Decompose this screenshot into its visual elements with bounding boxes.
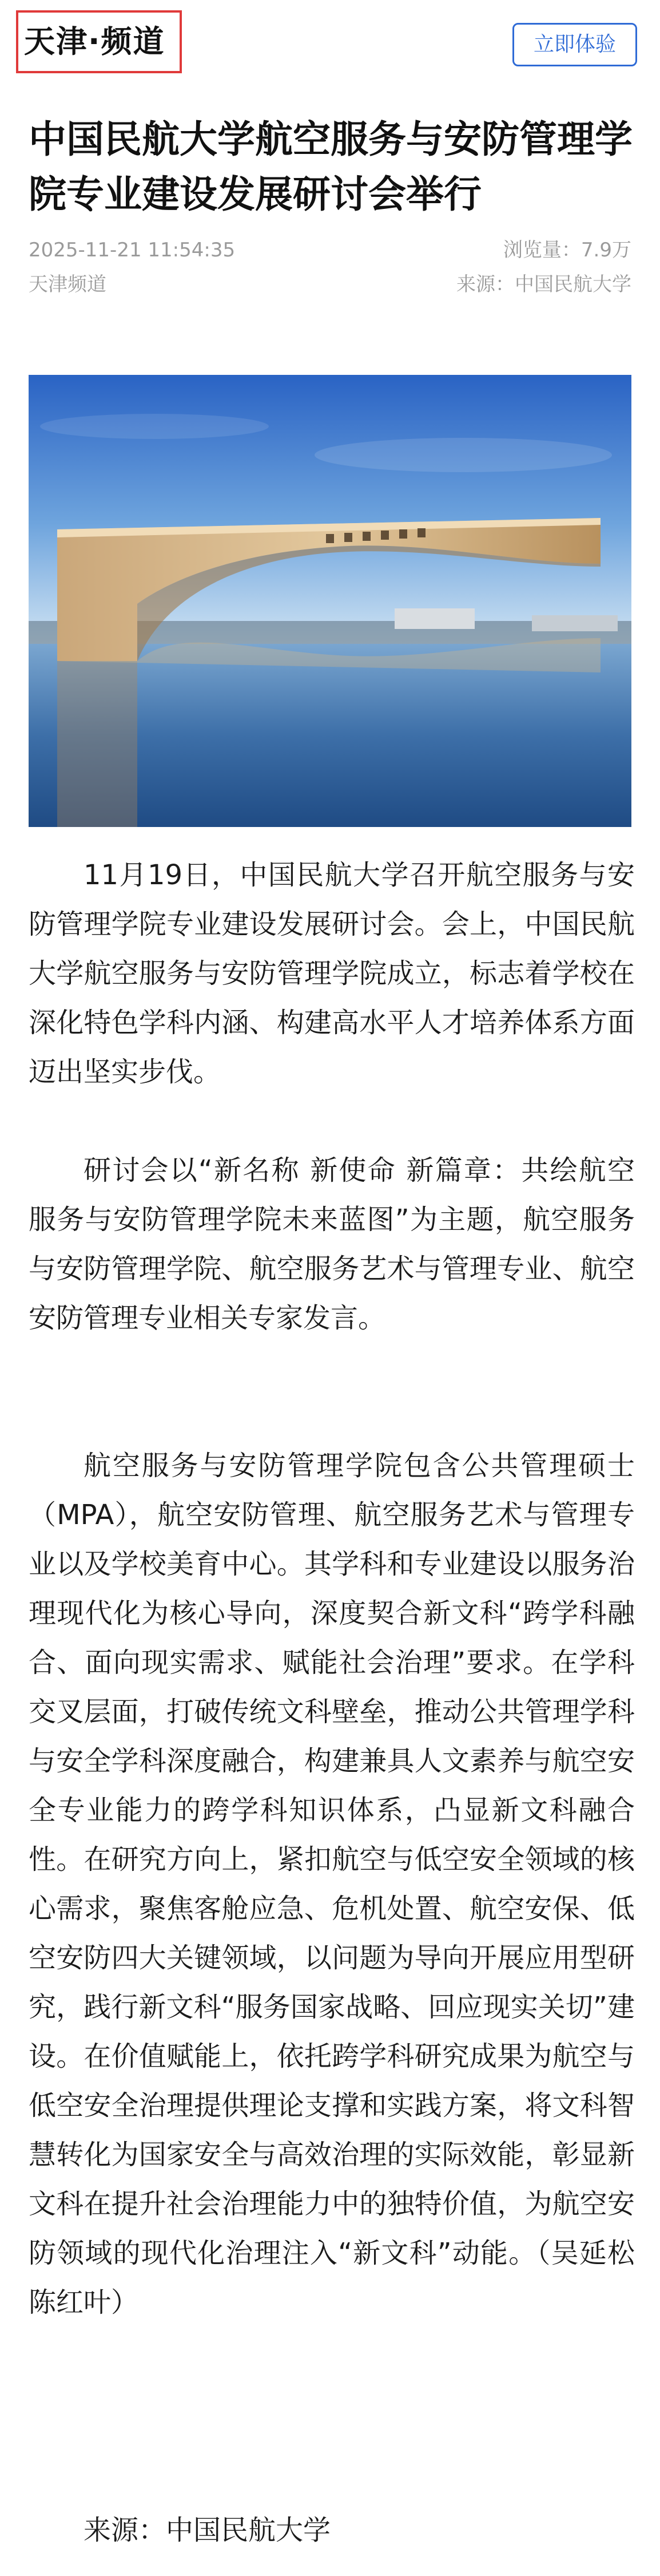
- article-paragraph-2: 研讨会以“新名称 新使命 新篇章：共绘航空服务与安防管理学院未来蓝图”为主题，航空服务与安防管理学院、航空服务艺术与管理专业、航空安防管理专业相关专家发言。: [29, 1154, 635, 1334]
- channel-logo[interactable]: 天津·频道: [24, 23, 165, 60]
- article-title: 中国民航大学航空服务与安防管理学院专业建设发展研讨会举行: [29, 117, 633, 216]
- hero-image: [29, 375, 631, 827]
- view-count: 浏览量：7.9万: [503, 239, 631, 262]
- try-now-button[interactable]: 立即体验: [512, 23, 637, 66]
- article-paragraph-3: 航空服务与安防管理学院包含公共管理硕士（MPA），航空安防管理、航空服务艺术与管理专业以及学校美育中心。其学科和专业建设以服务治理现代化为核心导向，深度契合新文科“跨学科融合、面向现实需求、赋能社会治理”要求。在学科交叉层面，打破传统文科壁垒，推动公共管理学科与安全学科深度融合，构建兼具人文素养与航空安全专业能力的跨学科知识体系，凸显新文科融合性。在研究方向上，紧扣航空与低空安全领域的核心需求，聚焦客舱应急、危机处置、航空安保、低空安防四大关键领域，以问题为导向开展应用型研究，践行新文科“服务国家战略、回应现实关切”建设。在价值赋能上，依托跨学科研究成果为航空与低空安全治理提供理论支撑和实践方案，将文科智慧转化为国家安全与高效治理的实际效能，彰显新文科在提升社会治理能力中的独特价值，为航空安防领域的现代化治理注入“新文科”动能。（吴延松 陈红叶）: [29, 1450, 635, 2318]
- article-source: 来源：中国民航大学: [456, 273, 631, 296]
- article-paragraph-1: 11月19日，中国民航大学召开航空服务与安防管理学院专业建设发展研讨会。会上，中国民航大学航空服务与安防管理学院成立，标志着学校在深化特色学科内涵、构建高水平人才培养体系方面迈出坚实步伐。: [29, 859, 635, 1088]
- channel-header: [0, 0, 660, 86]
- publish-datetime: 2025-11-21 11:54:35: [29, 239, 236, 262]
- article-meta-row-2: [29, 270, 631, 299]
- article-source-footer: 来源：中国民航大学: [84, 2514, 331, 2546]
- university-gate-photo: [29, 375, 631, 827]
- channel-name[interactable]: 天津频道: [29, 273, 106, 296]
- article-meta-row-1: [29, 236, 631, 264]
